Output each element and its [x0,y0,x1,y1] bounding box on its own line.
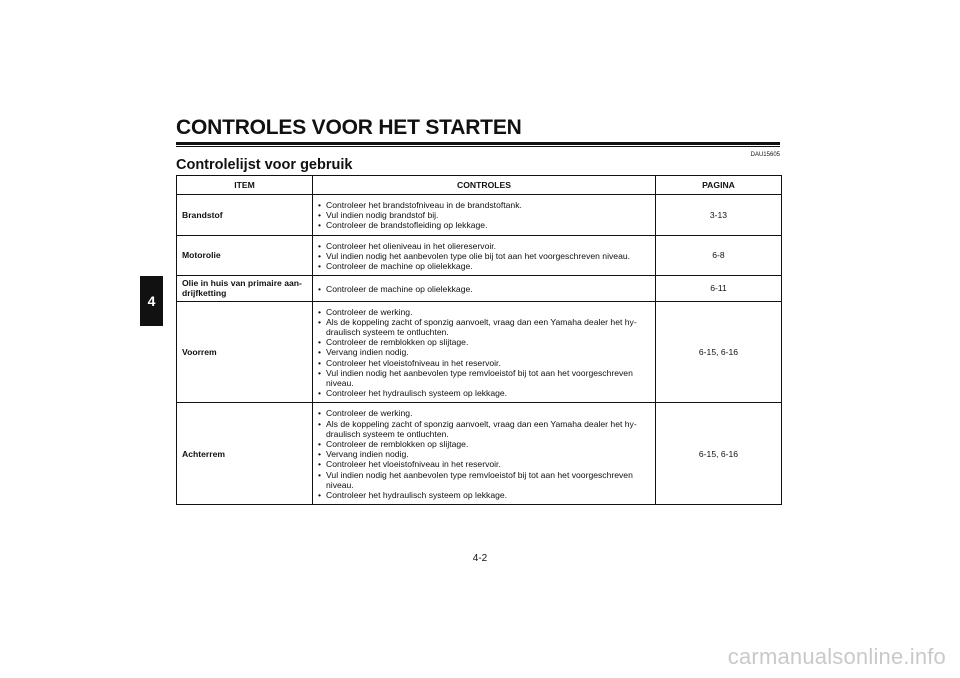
checks-list [318,197,650,233]
list-item: • Controleer het brandstofniveau in de brandstoftank. [318,200,650,210]
list-item: • Vervang indien nodig. [318,347,650,357]
checks-list [318,405,650,502]
table-row [177,235,782,276]
table-body [177,195,782,505]
checks-list [318,304,650,401]
table-row [177,195,782,236]
item-cell: Voorrem [177,301,313,403]
page-cell: 6-15, 6-16 [656,301,782,403]
table-row [177,403,782,505]
document-code: DAU15605 [750,152,780,158]
list-item: • Vul indien nodig het aanbevolen type olie bij tot aan het voorgeschreven niveau. [318,251,650,261]
checks-list [318,281,650,296]
section-title: Controlelijst voor gebruik [176,157,353,173]
checks-cell [313,195,656,236]
item-cell: Brandstof [177,195,313,236]
page-cell: 3-13 [656,195,782,236]
item-cell: Achterrem [177,403,313,505]
checks-cell [313,301,656,403]
list-item: • Controleer het olieniveau in het oliereservoir. [318,241,650,251]
list-item: • Controleer de brandstofleiding op lekkage. [318,220,650,230]
column-header-page: PAGINA [656,176,782,195]
list-item: • Als de koppeling zacht of sponzig aanvoelt, vraag dan een Yamaha dealer het hy-draulisch systeem te ontluchten. [318,419,650,439]
column-header-item: ITEM [177,176,313,195]
table-header-row [177,176,782,195]
list-item: • Controleer de remblokken op slijtage. [318,337,650,347]
list-item: • Controleer het hydraulisch systeem op lekkage. [318,490,650,500]
page-cell: 6-15, 6-16 [656,403,782,505]
page-cell: 6-11 [656,276,782,301]
list-item: • Als de koppeling zacht of sponzig aanvoelt, vraag dan een Yamaha dealer het hy-draulisch systeem te ontluchten. [318,317,650,337]
item-cell: Motorolie [177,235,313,276]
list-item: • Controleer de werking. [318,408,650,418]
checks-cell [313,403,656,505]
watermark: carmanualsonline.info [727,644,946,669]
header-rule [176,142,780,145]
list-item: • Controleer de remblokken op slijtage. [318,439,650,449]
checks-cell [313,235,656,276]
list-item: • Controleer de werking. [318,307,650,317]
table-row [177,276,782,301]
page-number: 4-2 [472,553,488,564]
table-row [177,301,782,403]
page-cell: 6-8 [656,235,782,276]
checks-cell [313,276,656,301]
list-item: • Controleer de machine op olielekkage. [318,261,650,271]
list-item: • Vervang indien nodig. [318,449,650,459]
list-item: • Controleer het vloeistofniveau in het reservoir. [318,459,650,469]
list-item: • Vul indien nodig het aanbevolen type remvloeistof bij tot aan het voorgeschreven niveau. [318,470,650,490]
checks-list [318,238,650,274]
list-item: • Controleer de machine op olielekkage. [318,284,650,294]
page-header [176,116,780,147]
column-header-checks: CONTROLES [313,176,656,195]
header-rule-thin [176,146,780,147]
list-item: • Vul indien nodig het aanbevolen type remvloeistof bij tot aan het voorgeschreven niveau. [318,368,650,388]
list-item: • Vul indien nodig brandstof bij. [318,210,650,220]
item-cell: Olie in huis van primaire aan-drijfketting [177,276,313,301]
checklist-table [176,175,782,505]
page-title: CONTROLES VOOR HET STARTEN [176,116,522,139]
list-item: • Controleer het hydraulisch systeem op lekkage. [318,388,650,398]
chapter-tab: 4 [140,276,163,326]
list-item: • Controleer het vloeistofniveau in het reservoir. [318,358,650,368]
